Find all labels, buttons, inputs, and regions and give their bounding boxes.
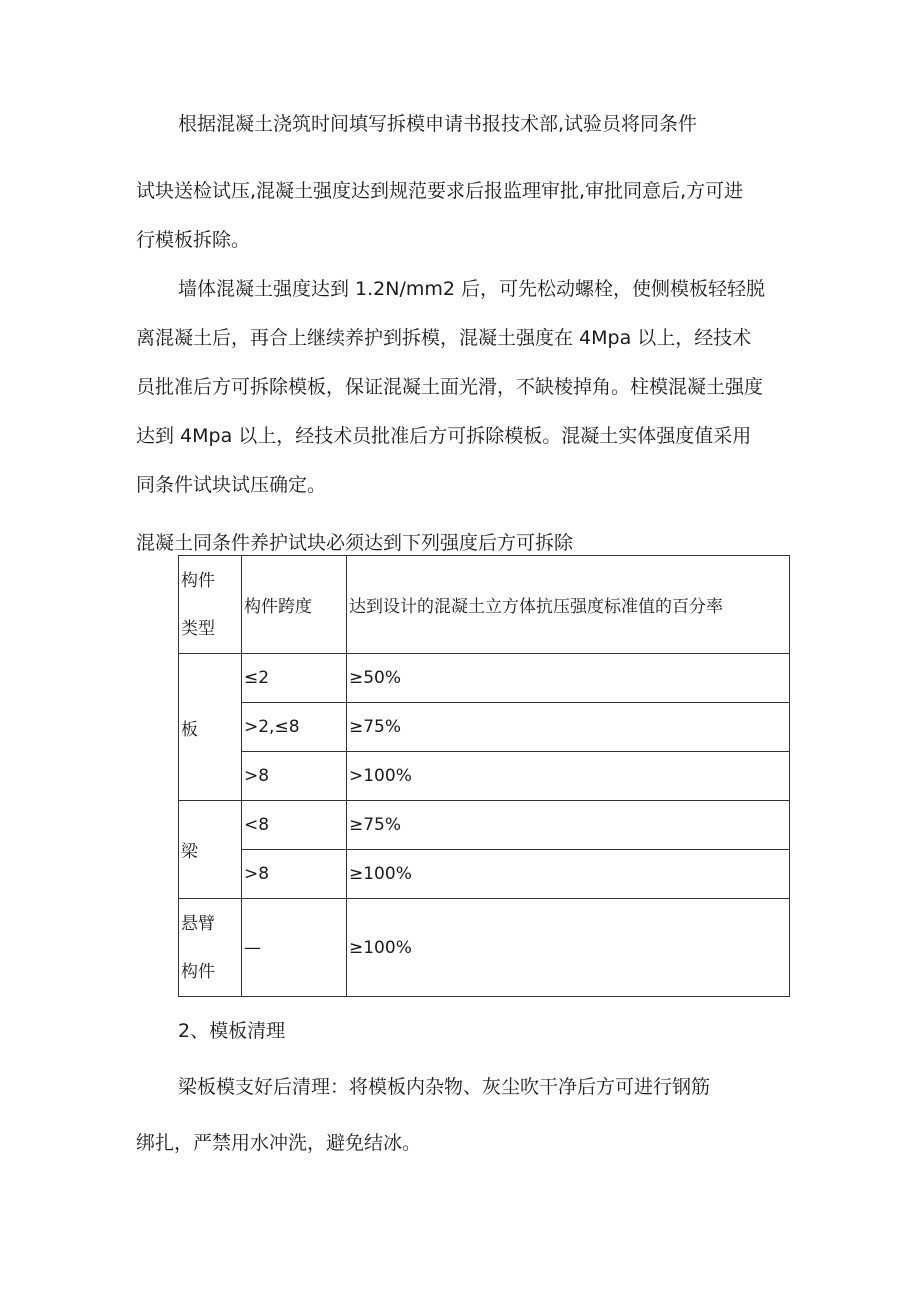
percent-cell: ≥75%: [347, 703, 790, 752]
span-cell: >8: [242, 752, 347, 801]
span-cell: ≤2: [242, 654, 347, 703]
table-header-row: [179, 556, 790, 654]
header-type-line2: 类型: [181, 618, 215, 639]
cantilever-type-cell: [179, 899, 242, 997]
strength-table: [178, 555, 790, 997]
percent-cell: ≥50%: [347, 654, 790, 703]
span-cell: >2,≤8: [242, 703, 347, 752]
paragraph-line: 绑扎，严禁用水冲洗，避免结冰。: [136, 1132, 422, 1154]
percent-cell: >100%: [347, 752, 790, 801]
slab-type-cell: 板: [179, 654, 242, 801]
paragraph-line: 达到 4Mpa 以上，经技术员批准后方可拆除模板。混凝土实体强度值采用: [136, 425, 752, 447]
header-percent: 达到设计的混凝土立方体抗压强度标准值的百分率: [347, 556, 790, 654]
paragraph-line: 墙体混凝土强度达到 1.2N/mm2 后，可先松动螺栓，使侧模板轻轻脱: [178, 278, 766, 300]
paragraph-line: 员批准后方可拆除模板，保证混凝土面光滑，不缺棱掉角。柱模混凝土强度: [136, 376, 764, 398]
table-row: [179, 850, 790, 899]
paragraph-line: 行模板拆除。: [136, 229, 251, 251]
table-row: [179, 801, 790, 850]
table-row: [179, 703, 790, 752]
span-cell: —: [242, 899, 347, 997]
span-cell: <8: [242, 801, 347, 850]
span-cell: >8: [242, 850, 347, 899]
table-row: [179, 899, 790, 997]
paragraph-line: 同条件试块试压确定。: [136, 474, 327, 496]
header-span: 构件跨度: [242, 556, 347, 654]
paragraph-line: 梁板模支好后清理：将模板内杂物、灰尘吹干净后方可进行钢筋: [178, 1076, 711, 1098]
table-row: [179, 752, 790, 801]
cantilever-type-line1: 悬臂: [181, 913, 215, 934]
table-caption: 混凝土同条件养护试块必须达到下列强度后方可拆除: [136, 532, 574, 554]
percent-cell: ≥100%: [347, 850, 790, 899]
paragraph-line: 离混凝土后，再合上继续养护到拆模，混凝土强度在 4Mpa 以上，经技术: [136, 327, 752, 349]
cantilever-type-line2: 构件: [181, 961, 215, 982]
percent-cell: ≥100%: [347, 899, 790, 997]
header-component-type: [179, 556, 242, 654]
table-row: [179, 654, 790, 703]
header-type-line1: 构件: [181, 570, 215, 591]
beam-type-cell: 梁: [179, 801, 242, 899]
paragraph-line: 根据混凝土浇筑时间填写拆模申请书报技术部,试验员将同条件: [178, 113, 698, 135]
percent-cell: ≥75%: [347, 801, 790, 850]
section-heading: 2、模板清理: [178, 1020, 286, 1042]
paragraph-line: 试块送检试压,混凝土强度达到规范要求后报监理审批,审批同意后,方可进: [136, 180, 744, 202]
